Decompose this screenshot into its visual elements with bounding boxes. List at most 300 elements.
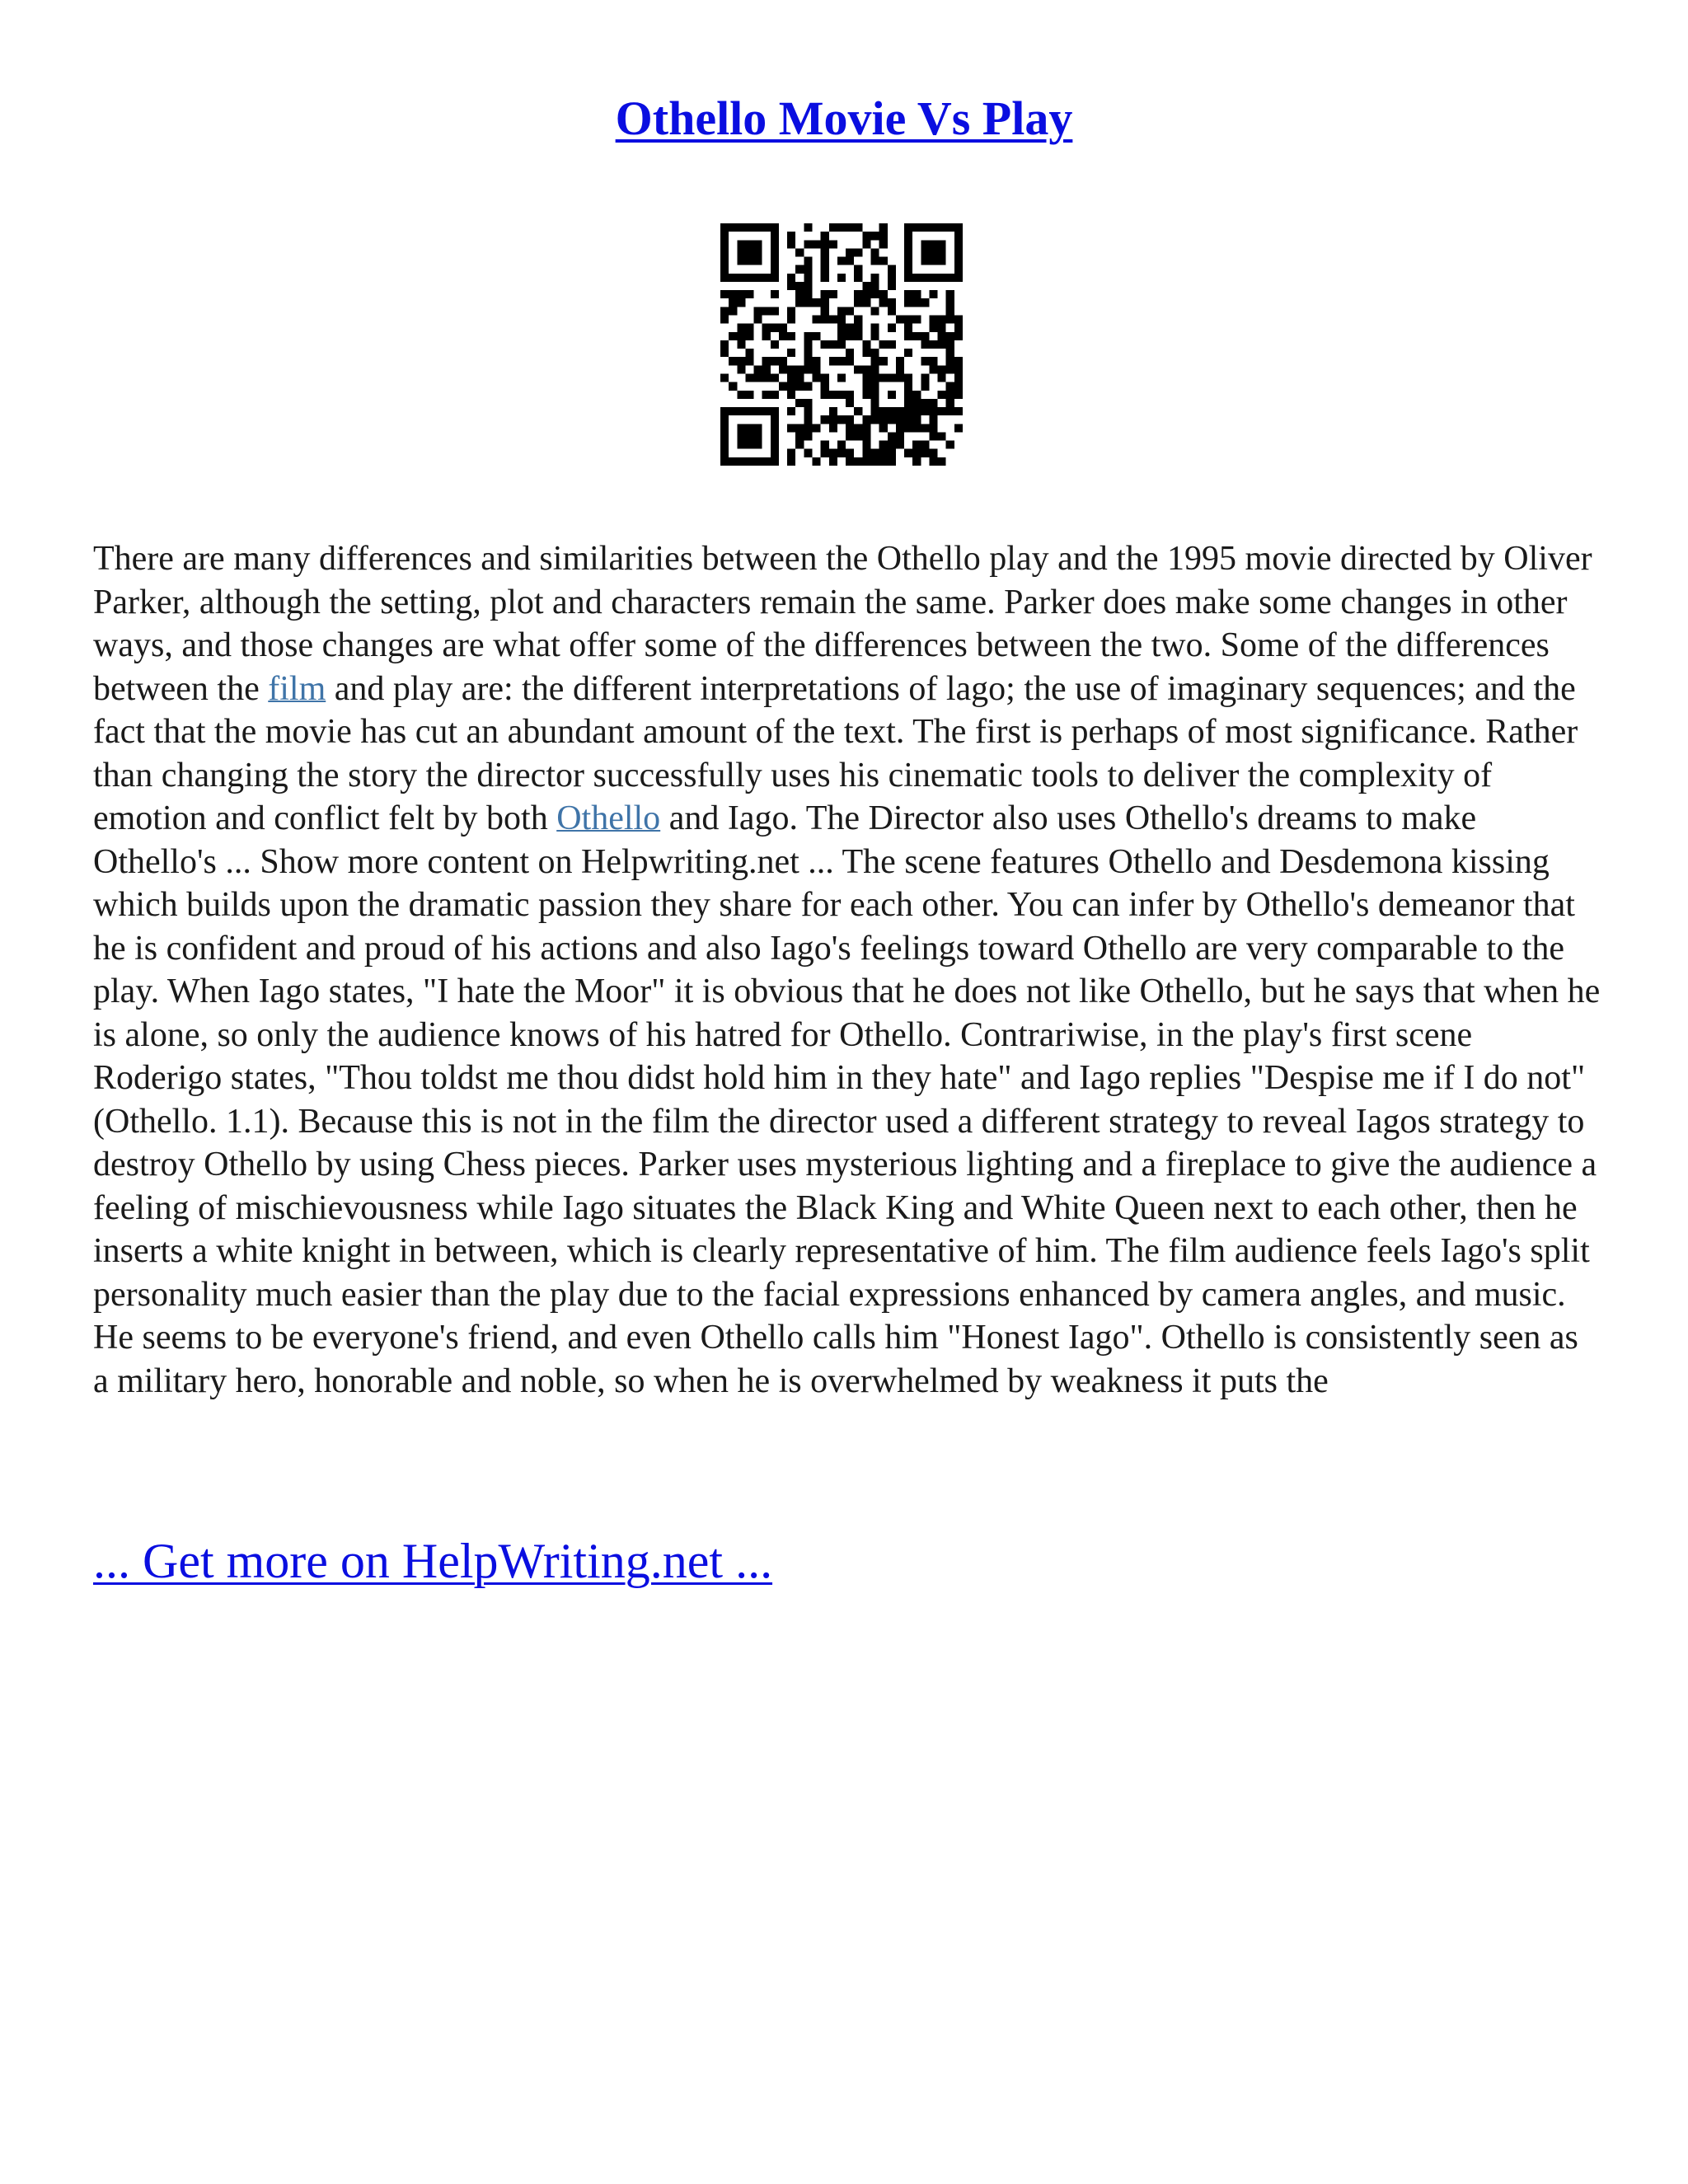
qr-module bbox=[912, 457, 921, 466]
qr-module bbox=[862, 373, 870, 382]
qr-module bbox=[804, 282, 812, 290]
qr-module bbox=[912, 424, 921, 432]
qr-module bbox=[921, 373, 929, 382]
qr-module bbox=[779, 332, 787, 340]
qr-module bbox=[921, 382, 929, 391]
paragraph-text-part-2: and play are: the different interpretations of lago; the use of imaginary sequences; and the fact that the movie has cut an abundant amount of the text. The first is perhaps of most significance. Rather than changing the story the director successfully uses his cinematic tools to deliver the complexity of emotion and conflict felt by both bbox=[93, 669, 1578, 837]
qr-module bbox=[954, 407, 963, 415]
qr-module bbox=[720, 290, 729, 298]
qr-module bbox=[929, 365, 937, 373]
qr-module bbox=[754, 365, 762, 373]
qr-module bbox=[938, 432, 946, 440]
qr-module bbox=[879, 424, 888, 432]
qr-module bbox=[879, 223, 888, 232]
qr-module bbox=[762, 324, 771, 332]
qr-module bbox=[779, 357, 787, 365]
qr-module bbox=[837, 415, 846, 424]
qr-module bbox=[879, 457, 888, 466]
qr-module bbox=[771, 407, 779, 415]
qr-module bbox=[737, 240, 745, 248]
qr-module bbox=[829, 424, 837, 432]
qr-module bbox=[870, 449, 879, 457]
qr-module bbox=[862, 240, 870, 248]
qr-module bbox=[921, 298, 929, 307]
qr-module bbox=[720, 415, 729, 424]
qr-module bbox=[870, 349, 879, 357]
qr-module bbox=[804, 223, 812, 232]
page-title bbox=[0, 89, 1688, 148]
qr-module bbox=[870, 232, 879, 240]
qr-module bbox=[854, 432, 862, 440]
qr-module bbox=[771, 424, 779, 432]
qr-module bbox=[829, 223, 837, 232]
qr-module bbox=[912, 415, 921, 424]
qr-module bbox=[854, 274, 862, 282]
qr-module bbox=[720, 257, 729, 265]
qr-module bbox=[813, 240, 821, 248]
qr-module bbox=[737, 298, 745, 307]
qr-module bbox=[862, 424, 870, 432]
qr-module bbox=[787, 449, 795, 457]
qr-module bbox=[904, 373, 912, 382]
qr-module bbox=[879, 298, 888, 307]
qr-module bbox=[737, 432, 745, 440]
title-link[interactable]: Othello Movie Vs Play bbox=[615, 91, 1073, 145]
qr-module bbox=[846, 415, 854, 424]
qr-module bbox=[754, 316, 762, 324]
qr-module bbox=[813, 365, 821, 373]
qr-module bbox=[854, 365, 862, 373]
qr-module bbox=[837, 373, 846, 382]
qr-module bbox=[904, 240, 912, 248]
qr-module bbox=[729, 290, 737, 298]
qr-module bbox=[854, 248, 862, 256]
qr-module bbox=[946, 340, 954, 349]
qr-module bbox=[754, 373, 762, 382]
qr-module bbox=[737, 274, 745, 282]
qr-module bbox=[938, 274, 946, 282]
qr-module bbox=[929, 357, 937, 365]
qr-module bbox=[804, 407, 812, 415]
qr-module bbox=[862, 232, 870, 240]
qr-module bbox=[795, 282, 804, 290]
qr-module bbox=[929, 457, 937, 466]
qr-module bbox=[745, 248, 753, 256]
qr-module bbox=[896, 407, 904, 415]
qr-module bbox=[954, 357, 963, 365]
qr-module bbox=[954, 257, 963, 265]
qr-module bbox=[921, 274, 929, 282]
qr-module bbox=[879, 373, 888, 382]
qr-module bbox=[888, 449, 896, 457]
qr-module bbox=[829, 391, 837, 399]
qr-module bbox=[929, 340, 937, 349]
qr-module bbox=[787, 365, 795, 373]
qr-module bbox=[846, 424, 854, 432]
qr-module bbox=[929, 415, 937, 424]
qr-module bbox=[929, 223, 937, 232]
qr-module bbox=[795, 382, 804, 391]
qr-module bbox=[837, 340, 846, 349]
qr-module bbox=[888, 265, 896, 274]
qr-module bbox=[870, 457, 879, 466]
qr-module bbox=[904, 223, 912, 232]
qr-module bbox=[729, 223, 737, 232]
qr-module bbox=[804, 340, 812, 349]
qr-module bbox=[813, 357, 821, 365]
qr-module bbox=[870, 399, 879, 407]
qr-module bbox=[720, 274, 729, 282]
qr-module bbox=[821, 340, 829, 349]
qr-module bbox=[720, 265, 729, 274]
qr-module bbox=[912, 399, 921, 407]
qr-module bbox=[946, 332, 954, 340]
qr-module bbox=[870, 365, 879, 373]
get-more-link[interactable]: ... Get more on HelpWriting.net ... bbox=[93, 1534, 773, 1588]
qr-module bbox=[754, 223, 762, 232]
qr-module bbox=[954, 391, 963, 399]
qr-module bbox=[795, 248, 804, 256]
qr-module bbox=[720, 248, 729, 256]
qr-module bbox=[879, 232, 888, 240]
qr-module bbox=[754, 407, 762, 415]
qr-module bbox=[837, 449, 846, 457]
qr-module bbox=[837, 324, 846, 332]
qr-module bbox=[888, 441, 896, 449]
qr-module bbox=[737, 340, 745, 349]
qr-module bbox=[854, 290, 862, 298]
qr-module bbox=[879, 257, 888, 265]
qr-module bbox=[837, 257, 846, 265]
qr-module bbox=[946, 316, 954, 324]
qr-module bbox=[813, 316, 821, 324]
qr-module bbox=[904, 391, 912, 399]
qr-module bbox=[862, 441, 870, 449]
qr-module bbox=[846, 248, 854, 256]
qr-module bbox=[870, 274, 879, 282]
qr-module bbox=[854, 265, 862, 274]
qr-module bbox=[821, 232, 829, 240]
qr-module bbox=[829, 415, 837, 424]
qr-module bbox=[771, 265, 779, 274]
qr-module bbox=[837, 316, 846, 324]
qr-module bbox=[862, 457, 870, 466]
qr-module bbox=[846, 457, 854, 466]
qr-module bbox=[846, 257, 854, 265]
qr-code-graphic bbox=[720, 223, 963, 466]
qr-module bbox=[929, 449, 937, 457]
othello-link[interactable]: Othello bbox=[556, 799, 661, 837]
qr-module bbox=[904, 399, 912, 407]
qr-module bbox=[804, 240, 812, 248]
qr-module bbox=[779, 324, 787, 332]
qr-module bbox=[921, 449, 929, 457]
qr-module bbox=[862, 382, 870, 391]
qr-module bbox=[862, 340, 870, 349]
qr-module bbox=[729, 307, 737, 315]
qr-module bbox=[888, 298, 896, 307]
qr-module bbox=[921, 441, 929, 449]
qr-module bbox=[771, 457, 779, 466]
qr-module bbox=[954, 265, 963, 274]
qr-module bbox=[821, 391, 829, 399]
qr-module bbox=[745, 441, 753, 449]
qr-module bbox=[921, 248, 929, 256]
qr-module bbox=[813, 332, 821, 340]
qr-module bbox=[745, 349, 753, 357]
qr-module bbox=[737, 332, 745, 340]
qr-module bbox=[813, 457, 821, 466]
qr-module bbox=[745, 332, 753, 340]
qr-module bbox=[829, 316, 837, 324]
qr-module bbox=[954, 232, 963, 240]
qr-module bbox=[829, 290, 837, 298]
qr-module bbox=[795, 441, 804, 449]
qr-module bbox=[787, 240, 795, 248]
qr-module bbox=[737, 407, 745, 415]
qr-module bbox=[938, 373, 946, 382]
qr-module bbox=[762, 332, 771, 340]
qr-module bbox=[729, 407, 737, 415]
qr-module bbox=[854, 332, 862, 340]
qr-module bbox=[870, 307, 879, 315]
qr-module bbox=[720, 316, 729, 324]
qr-module bbox=[821, 415, 829, 424]
qr-module bbox=[929, 274, 937, 282]
qr-module bbox=[879, 441, 888, 449]
qr-module bbox=[888, 407, 896, 415]
qr-module bbox=[912, 298, 921, 307]
qr-module bbox=[754, 248, 762, 256]
qr-module bbox=[912, 274, 921, 282]
qr-module bbox=[829, 340, 837, 349]
qr-module bbox=[954, 316, 963, 324]
qr-module bbox=[737, 424, 745, 432]
qr-module bbox=[729, 332, 737, 340]
qr-module bbox=[904, 332, 912, 340]
qr-module bbox=[946, 298, 954, 307]
qr-module bbox=[888, 432, 896, 440]
qr-module bbox=[829, 449, 837, 457]
qr-module bbox=[904, 407, 912, 415]
qr-module bbox=[954, 274, 963, 282]
qr-module bbox=[904, 265, 912, 274]
qr-module bbox=[771, 248, 779, 256]
qr-module bbox=[870, 332, 879, 340]
qr-module bbox=[729, 382, 737, 391]
qr-module bbox=[921, 424, 929, 432]
qr-module bbox=[720, 240, 729, 248]
qr-module bbox=[879, 240, 888, 248]
qr-module bbox=[720, 449, 729, 457]
qr-module bbox=[954, 365, 963, 373]
qr-module bbox=[771, 391, 779, 399]
qr-module bbox=[821, 373, 829, 382]
qr-module bbox=[870, 257, 879, 265]
qr-module bbox=[787, 373, 795, 382]
qr-module bbox=[946, 349, 954, 357]
qr-module bbox=[795, 424, 804, 432]
qr-module bbox=[762, 391, 771, 399]
article-paragraph bbox=[93, 537, 1601, 1403]
qr-module bbox=[787, 391, 795, 399]
qr-module bbox=[804, 298, 812, 307]
qr-module bbox=[804, 265, 812, 274]
qr-module bbox=[745, 324, 753, 332]
paragraph-text-part-3: and Iago. The Director also uses Othello's dreams to make Othello's ... Show more content on Helpwriting.net ... The scene features Othello and Desdemona kissing which builds upon the dramatic passion they share for each other. You can infer by Othello's demeanor that he is confident and proud of his actions and also Iago's feelings toward Othello are very comparable to the play. When Iago states, "I hate the Moor" it is obvious that he does not like Othello, but he says that when he is alone, so only the audience knows of his hatred for Othello. Contrariwise, in the play's first scene Roderigo states, "Thou toldst me thou didst hold him in they hate" and Iago replies "Despise me if I do not" (Othello. 1.1). Because this is not in the film the director used a different strategy to reveal Iagos strategy to destroy Othello by using Chess pieces. Parker uses mysterious lighting and a fireplace to give the audience a feeling of mischievousness while Iago situates the Black King and White Queen next to each other, then he inserts a white knight in between, which is clearly representative of him. The film audience feels Iago's split personality much easier than the play due to the facial expressions enhanced by camera angles, and music. He seems to be everyone's friend, and even Othello calls him "Honest Iago". Othello is consistently seen as a military hero, honorable and noble, so when he is overwhelmed by weakness it puts the bbox=[93, 799, 1601, 1400]
qr-module bbox=[813, 373, 821, 382]
qr-module bbox=[929, 399, 937, 407]
qr-module bbox=[921, 223, 929, 232]
qr-module bbox=[787, 316, 795, 324]
qr-module bbox=[829, 457, 837, 466]
qr-module bbox=[837, 274, 846, 282]
qr-module bbox=[870, 373, 879, 382]
qr-module bbox=[762, 373, 771, 382]
qr-module bbox=[946, 441, 954, 449]
paragraph-text-part-1: There are many differences and similarities between the Othello play and the 1995 movie directed by Oliver Parker, although the setting, plot and characters remain the same. Parker does make some changes in other ways, and those changes are what offer some of the differences between the two. Some of the differences between the bbox=[93, 540, 1592, 708]
qr-module bbox=[888, 373, 896, 382]
qr-module bbox=[779, 365, 787, 373]
qr-module bbox=[729, 298, 737, 307]
qr-module bbox=[771, 432, 779, 440]
qr-module bbox=[954, 223, 963, 232]
qr-module bbox=[771, 257, 779, 265]
qr-module bbox=[929, 248, 937, 256]
qr-module bbox=[804, 257, 812, 265]
qr-module bbox=[754, 424, 762, 432]
qr-module bbox=[745, 290, 753, 298]
qr-module bbox=[804, 290, 812, 298]
qr-module bbox=[745, 257, 753, 265]
qr-module bbox=[904, 274, 912, 282]
qr-module bbox=[938, 324, 946, 332]
qr-module bbox=[821, 274, 829, 282]
qr-module bbox=[954, 240, 963, 248]
qr-module bbox=[804, 332, 812, 340]
qr-module bbox=[771, 290, 779, 298]
qr-module bbox=[879, 449, 888, 457]
qr-module bbox=[938, 332, 946, 340]
qr-module bbox=[888, 274, 896, 282]
qr-module bbox=[804, 449, 812, 457]
film-link[interactable]: film bbox=[268, 669, 326, 708]
qr-module bbox=[787, 232, 795, 240]
qr-module bbox=[720, 432, 729, 440]
qr-module bbox=[946, 307, 954, 315]
qr-module bbox=[829, 407, 837, 415]
qr-module bbox=[946, 357, 954, 365]
qr-module bbox=[771, 340, 779, 349]
qr-module bbox=[929, 407, 937, 415]
qr-module bbox=[870, 391, 879, 399]
qr-module bbox=[771, 373, 779, 382]
qr-module bbox=[787, 332, 795, 340]
qr-module bbox=[938, 391, 946, 399]
qr-module bbox=[821, 257, 829, 265]
qr-module bbox=[854, 316, 862, 324]
qr-module bbox=[870, 407, 879, 415]
qr-module bbox=[762, 357, 771, 365]
qr-module bbox=[737, 290, 745, 298]
qr-module bbox=[754, 307, 762, 315]
qr-module bbox=[921, 240, 929, 248]
qr-module bbox=[762, 407, 771, 415]
qr-module bbox=[870, 415, 879, 424]
qr-module bbox=[745, 240, 753, 248]
qr-module bbox=[821, 307, 829, 315]
qr-module bbox=[762, 457, 771, 466]
qr-module bbox=[870, 282, 879, 290]
qr-module bbox=[745, 424, 753, 432]
qr-module bbox=[720, 349, 729, 357]
qr-module bbox=[771, 449, 779, 457]
qr-module bbox=[912, 449, 921, 457]
qr-module bbox=[888, 457, 896, 466]
qr-module bbox=[787, 282, 795, 290]
qr-module bbox=[737, 365, 745, 373]
qr-module bbox=[754, 432, 762, 440]
qr-module bbox=[837, 223, 846, 232]
qr-module bbox=[896, 357, 904, 365]
qr-module bbox=[745, 457, 753, 466]
qr-module bbox=[954, 324, 963, 332]
qr-module bbox=[821, 240, 829, 248]
qr-module bbox=[946, 399, 954, 407]
qr-module bbox=[720, 373, 729, 382]
qr-module bbox=[795, 265, 804, 274]
qr-module bbox=[745, 357, 753, 365]
qr-module bbox=[921, 407, 929, 415]
qr-module bbox=[745, 223, 753, 232]
qr-module bbox=[804, 424, 812, 432]
qr-module bbox=[854, 298, 862, 307]
qr-module bbox=[862, 391, 870, 399]
qr-module bbox=[804, 349, 812, 357]
qr-module bbox=[912, 223, 921, 232]
qr-module bbox=[846, 449, 854, 457]
qr-module bbox=[904, 415, 912, 424]
qr-module bbox=[929, 432, 937, 440]
qr-module bbox=[821, 441, 829, 449]
qr-module bbox=[846, 399, 854, 407]
qr-module bbox=[862, 282, 870, 290]
qr-module bbox=[804, 274, 812, 282]
qr-module bbox=[762, 274, 771, 282]
qr-module bbox=[870, 290, 879, 298]
qr-module bbox=[754, 457, 762, 466]
qr-module bbox=[795, 365, 804, 373]
qr-module bbox=[946, 382, 954, 391]
qr-module bbox=[846, 357, 854, 365]
qr-module bbox=[821, 265, 829, 274]
qr-module bbox=[837, 357, 846, 365]
qr-module bbox=[912, 441, 921, 449]
qr-module bbox=[888, 307, 896, 315]
qr-module bbox=[879, 415, 888, 424]
qr-module bbox=[754, 240, 762, 248]
qr-module bbox=[762, 307, 771, 315]
qr-module bbox=[946, 407, 954, 415]
qr-module bbox=[737, 248, 745, 256]
qr-module bbox=[938, 223, 946, 232]
qr-module bbox=[771, 223, 779, 232]
qr-module bbox=[896, 365, 904, 373]
qr-module bbox=[795, 399, 804, 407]
qr-module bbox=[804, 432, 812, 440]
qr-module bbox=[938, 248, 946, 256]
qr-module bbox=[879, 340, 888, 349]
